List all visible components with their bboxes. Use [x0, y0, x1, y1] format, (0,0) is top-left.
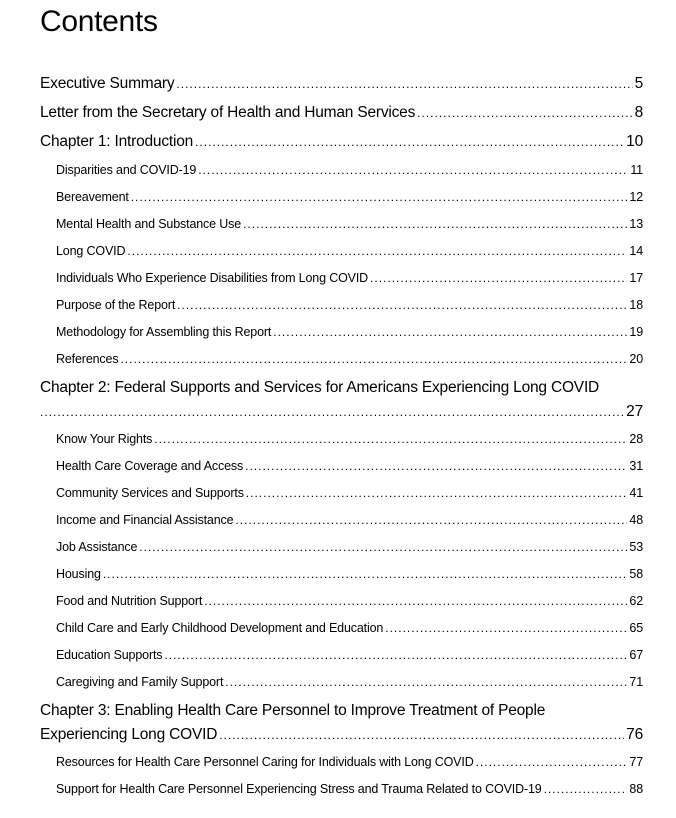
dot-leader — [103, 564, 628, 584]
dot-leader — [177, 295, 627, 315]
toc-entry-title: Child Care and Early Childhood Development and Education — [56, 621, 384, 635]
dot-leader — [198, 160, 628, 180]
toc-entry-title: Education Supports — [56, 648, 163, 662]
toc-entry-page: 17 — [629, 271, 643, 285]
toc-entry-page: 18 — [629, 298, 643, 312]
toc-entry-title: Long COVID — [56, 244, 126, 258]
toc-entry-page: 41 — [629, 486, 643, 500]
toc-entry-chapter-2[interactable] — [40, 376, 643, 429]
dot-leader — [544, 779, 628, 799]
toc-entry-page: 19 — [629, 325, 643, 339]
toc-entry-title: Health Care Coverage and Access — [56, 459, 244, 473]
dot-leader — [273, 322, 627, 342]
dot-leader — [204, 591, 627, 611]
toc-entry-page: 62 — [629, 594, 643, 608]
toc-entry-title: Caregiving and Family Support — [56, 675, 224, 689]
toc-entry-page: 53 — [629, 540, 643, 554]
toc-entry-page: 20 — [629, 352, 643, 366]
toc-entry-page: 48 — [629, 513, 643, 527]
toc-entry-title: Bereavement — [56, 190, 129, 204]
toc-entry-page: 58 — [629, 567, 643, 581]
toc-entry-title: Executive Summary — [40, 75, 175, 92]
toc-entry-title: Disparities and COVID-19 — [56, 163, 197, 177]
toc-entry-child-care[interactable] — [40, 618, 643, 645]
toc-entry-page: 71 — [629, 675, 643, 689]
toc-entry-page: 67 — [629, 648, 643, 662]
dot-leader — [40, 400, 624, 424]
toc-entry-title: Resources for Health Care Personnel Caring for Individuals with Long COVID — [56, 755, 474, 769]
toc-entry-page: 11 — [630, 163, 643, 177]
toc-entry-page: 65 — [629, 621, 643, 635]
toc-entry-job-assistance[interactable] — [40, 537, 643, 564]
toc-entry-title: Support for Health Care Personnel Experiencing Stress and Trauma Related to COVID-19 — [56, 782, 542, 796]
toc-entry-mental-health[interactable] — [40, 214, 643, 241]
toc-entry-page: 77 — [629, 755, 643, 769]
dot-leader — [219, 723, 624, 747]
toc-entry-title: Community Services and Supports — [56, 486, 244, 500]
dot-leader — [370, 268, 627, 288]
dot-leader — [243, 214, 627, 234]
toc-entry-community-services[interactable] — [40, 483, 643, 510]
dot-leader — [154, 429, 627, 449]
toc-entry-chapter-3[interactable] — [40, 699, 643, 752]
toc-entry-title: Chapter 1: Introduction — [40, 133, 194, 150]
toc-entry-title: Know Your Rights — [56, 432, 153, 446]
toc-entry-title: Income and Financial Assistance — [56, 513, 234, 527]
toc-entry-title: Chapter 3: Enabling Health Care Personnel to Improve Treatment of People — [40, 702, 546, 719]
toc-entry-title: Purpose of the Report — [56, 298, 176, 312]
page-title: Contents — [40, 5, 158, 38]
dot-leader — [127, 241, 627, 261]
toc-entry-page: 88 — [629, 782, 643, 796]
toc-entry-education-supports[interactable] — [40, 645, 643, 672]
toc-entry-title: Food and Nutrition Support — [56, 594, 203, 608]
toc-entry-purpose[interactable] — [40, 295, 643, 322]
toc-entry-long-covid[interactable] — [40, 241, 643, 268]
toc-entry-know-your-rights[interactable] — [40, 429, 643, 456]
dot-leader — [139, 537, 627, 557]
toc-entry-resources-personnel[interactable] — [40, 752, 643, 779]
toc-entry-caregiving[interactable] — [40, 672, 643, 699]
dot-leader — [385, 618, 627, 638]
toc-entry-page: 27 — [626, 403, 643, 420]
toc-entry-page: 13 — [629, 217, 643, 231]
table-of-contents — [40, 73, 643, 806]
toc-entry-disabilities[interactable] — [40, 268, 643, 295]
toc-entry-executive-summary[interactable] — [40, 73, 643, 102]
toc-entry-title: Individuals Who Experience Disabilities from Long COVID — [56, 271, 369, 285]
toc-entry-food-nutrition[interactable] — [40, 591, 643, 618]
toc-entry-bereavement[interactable] — [40, 187, 643, 214]
toc-entry-title: References — [56, 352, 119, 366]
toc-entry-page: 76 — [626, 726, 643, 743]
dot-leader — [131, 187, 628, 207]
dot-leader — [164, 645, 627, 665]
toc-entry-income-assistance[interactable] — [40, 510, 643, 537]
toc-entry-page: 8 — [634, 104, 643, 121]
toc-entry-disparities[interactable] — [40, 160, 643, 187]
dot-leader — [245, 456, 627, 476]
toc-entry-title: Letter from the Secretary of Health and Human Services — [40, 104, 416, 121]
toc-entry-page: 10 — [626, 133, 643, 150]
toc-entry-letter-from-secretary[interactable] — [40, 102, 643, 131]
toc-entry-title: Chapter 2: Federal Supports and Services for Americans Experiencing Long COVID — [40, 379, 600, 396]
toc-entry-title: Mental Health and Substance Use — [56, 217, 242, 231]
toc-entry-housing[interactable] — [40, 564, 643, 591]
toc-entry-references[interactable] — [40, 349, 643, 376]
toc-entry-methodology[interactable] — [40, 322, 643, 349]
dot-leader — [235, 510, 627, 530]
toc-entry-page: 5 — [634, 75, 643, 92]
dot-leader — [120, 349, 627, 369]
toc-entry-title-continued: Experiencing Long COVID — [40, 726, 218, 743]
toc-entry-title: Job Assistance — [56, 540, 138, 554]
toc-entry-health-care-coverage[interactable] — [40, 456, 643, 483]
toc-entry-title: Housing — [56, 567, 101, 581]
dot-leader — [176, 73, 632, 95]
toc-entry-page: 28 — [629, 432, 643, 446]
dot-leader — [225, 672, 627, 692]
toc-entry-page: 31 — [629, 459, 643, 473]
dot-leader — [476, 752, 628, 772]
toc-entry-title: Methodology for Assembling this Report — [56, 325, 272, 339]
toc-entry-support-personnel[interactable] — [40, 779, 643, 806]
dot-leader — [417, 102, 632, 124]
dot-leader — [246, 483, 628, 503]
toc-entry-chapter-1[interactable] — [40, 131, 643, 160]
dot-leader — [195, 131, 624, 153]
toc-entry-page: 12 — [629, 190, 643, 204]
toc-entry-page: 14 — [629, 244, 643, 258]
